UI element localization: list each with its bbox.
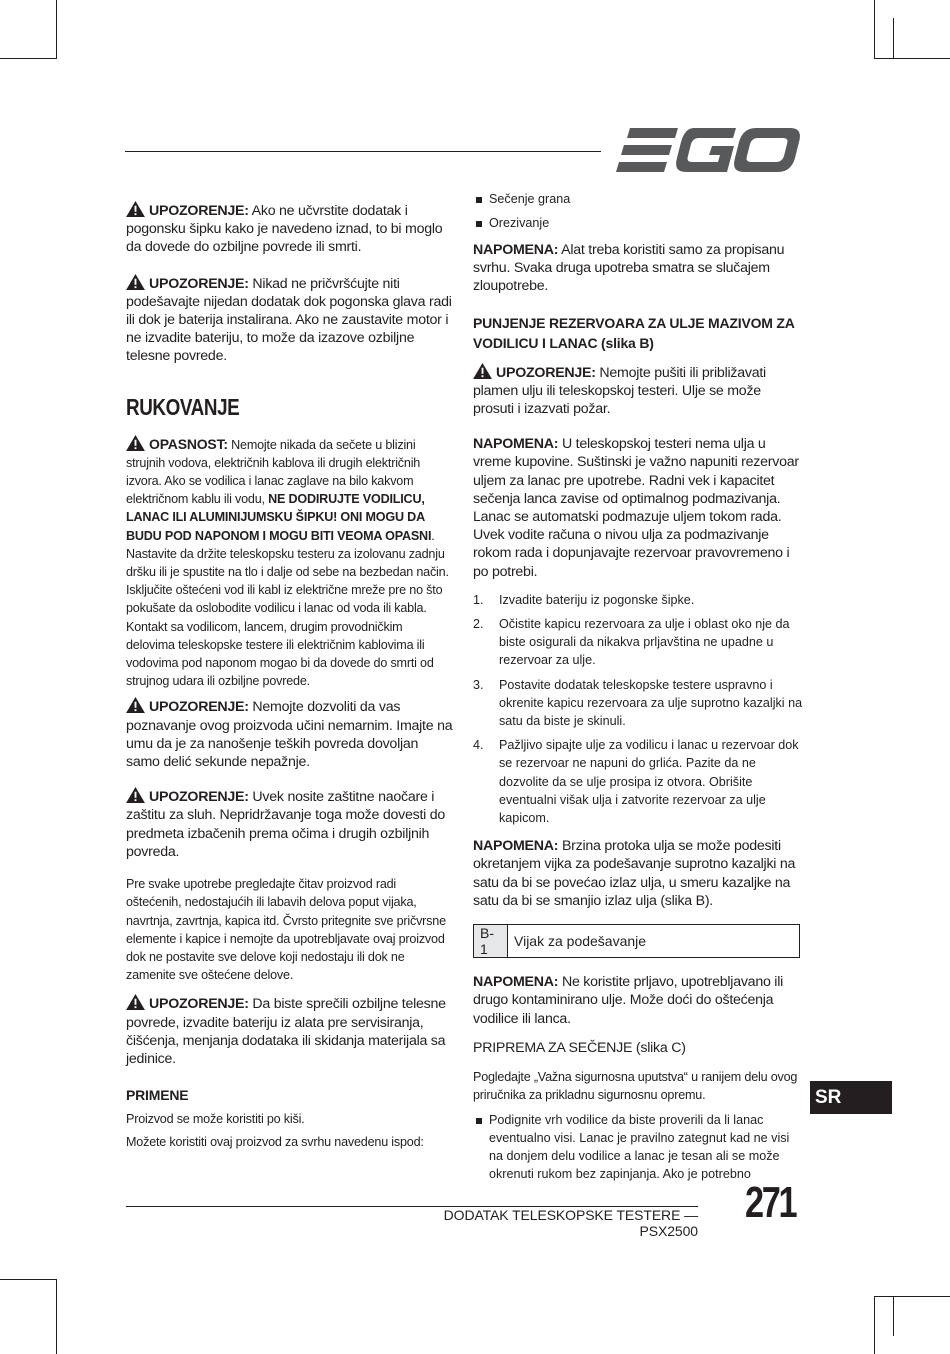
step-item [473,615,803,670]
warning-icon [126,697,145,713]
note-label: NAPOMENA: [473,838,559,855]
warning-text: Nemojte dozvoliti da vas poznavanje ovog proizvoda učini nemarnim. Imajte na umu da je za nanošenje teških povreda dovoljan samo delić sekunde nepažnje. [126,699,453,771]
step-number: 1. [473,592,484,607]
note-2 [473,435,803,581]
crop-mark [874,0,875,59]
warning-text: Uvek nosite zaštitne naočare i zaštitu za sluh. Nepridržavanje toga može dovesti do predmeta izbačenih prema očima i drugih ozbiljnih povreda. [126,789,446,860]
warning-4 [126,787,454,861]
primene-paragraph: Možete koristiti ovaj proizvod za svrhu navedenu ispod: [126,1135,424,1150]
crop-mark [56,1279,57,1354]
warning-1 [126,201,454,257]
danger-text: Nemojte nikada da sečete u blizini strujnih vodova, električnih kablova ili drugih električnih izvora. Ako se vodilica i lanac zaglave na bilo kakvom električnom kablu ili vodu, [126,437,421,507]
note-label: NAPOMENA: [473,974,559,991]
danger-text: . Nastavite da držite teleskopsku testeru za izolovanu zadnju dršku ili je spustite na tlo i dalje od sebe na bezbedan način. Isključite oštećeni vod ili kabl iz električne mreže pre no što pokušate da oslobodite vodilicu i lanac od voda ili kabla. Kontakt sa vodilicom, lancem, drugim provodničkim delovima teleskopske testere ili električnim kablovima ili vodovima pod naponom mogao bi da dovede do smrti od strujnog udara ili ozbiljne povrede. [126,528,449,689]
crop-mark [874,1296,875,1354]
note-4 [473,973,803,1028]
inspection-paragraph: Pre svake upotrebe pregledajte čitav proizvod radi oštećenih, nedostajućih ili labavih delova poput vijaka, navrtnja, zavrtnja, kapica itd. Čvrsto pritegnite sve pričvrsne elemente i kapice i nemojte da upotrebljavate ovaj proizvod dok ne postavite sve delove koji nedostaju ili dok ne zamenite sve oštećene delove. [126,877,446,983]
warning-label: UPOZORENJE: [149,275,249,292]
primene-heading: PRIMENE [126,1087,189,1104]
list-item: Orezivanje [473,214,803,232]
step-item [473,736,803,827]
step-item [473,676,803,731]
applications-list [473,190,803,232]
crop-mark [893,18,894,59]
prep-list [473,1111,803,1183]
language-tab: SR [810,1081,892,1114]
danger-label: OPASNOST: [149,435,228,452]
section-heading: RUKOVANJE [126,393,240,420]
warning-label: UPOZORENJE: [149,203,249,219]
warning-3 [126,697,454,771]
step-number: 2. [473,617,484,632]
page-number: 271 [745,1178,796,1227]
step-text: Pažljivo sipajte ulje za vodilicu i lanac u rezervoar dok se rezervoar ne napuni do grlića. Pazite da ne dozvolite da se ulje prosipa iz otvora. Obrišite eventualni višak ulja i zatvorite rezervoar za ulje kapicom. [499,738,799,826]
step-number: 4. [473,738,484,753]
step-text: Izvadite bateriju iz pogonske šipke. [499,592,695,607]
step-text: Postavite dodatak teleskopske testere uspravno i okrenite kapicu rezervoara za ulje suprotno kazaljki na satu da biste je skinuli. [499,677,803,729]
step-number: 3. [473,677,484,692]
list-item: Sečenje grana [473,190,803,208]
warning-text: Nikad ne pričvršćujte niti podešavajte nijedan dodatak dok pogonska glava radi ili dok je baterija instalirana. Ako ne zaustavite motor i ne izvadite bateriju, to može da izazove ozbiljne telesne povrede. [126,275,452,365]
table-cell-label: Vijak za podešavanje [508,925,800,958]
note-text: Alat treba koristiti samo za propisanu svrhu. Svaka druga upotreba smatra se slučajem zloupotrebe. [473,242,785,295]
warning-icon [473,363,492,379]
warning-icon [126,994,145,1010]
note-text: Ne koristite prljavo, upotrebljavano ili drugo kontaminirano ulje. Može doći do oštećenja vodilice ili lanca. [473,974,783,1027]
danger-emphasis: NE DODIRUJTE VODILICU, LANAC ILI ALUMINIJUMSKU ŠIPKU! ONI MOGU DA BUDU POD NAPONOM I MOGU BITI VEOMA OPASNI [126,492,432,543]
warning-label: UPOZORENJE: [496,364,596,381]
primene-paragraph: Proizvod se može koristiti po kiši. [126,1112,305,1127]
crop-mark [874,58,950,59]
left-column [126,198,454,1152]
step-text: Očistite kapicu rezervoara za ulje i oblast oko nje da biste osigurali da nikakva prljavština ne upadne u rezervoar za ulje. [499,617,790,668]
warning-label: UPOZORENJE: [149,789,249,806]
crop-mark [0,1279,57,1280]
step-item [473,591,803,609]
table-row [474,925,800,958]
reference-table [473,924,800,958]
ego-logo [616,128,800,172]
warning-6 [473,363,803,419]
warning-icon [126,274,145,290]
warning-label: UPOZORENJE: [149,699,249,716]
warning-text: Ako ne učvrstite dodatak i pogonsku šipku kako je navedeno iznad, to bi moglo da dovede do ozbiljne povrede ili smrti. [126,203,443,256]
warning-text: Nemojte pušiti ili približavati plamen ulju ili teleskopskoj testeri. Ulje se može prosuti i izazvati požar. [473,364,766,418]
warning-5 [126,994,454,1068]
danger-notice [126,435,454,691]
table-cell-code: B-1 [474,925,508,958]
note-text: Brzina protoka ulja se može podesiti okretanjem vijka za podešavanje suprotno kazaljki na satu da bi se povećao izlaz ulja, u smeru kazaljke na satu da bi se smanjio izlaz ulja (slika B). [473,838,796,909]
warning-icon [126,201,145,217]
warning-icon [126,435,145,451]
header-rule [125,151,601,152]
crop-mark [893,1296,894,1336]
note-3 [473,837,803,910]
prep-heading: PRIPREMA ZA SEČENJE (slika C) [473,1039,686,1056]
note-1 [473,241,803,296]
oil-heading: PUNJENJE REZERVOARA ZA ULJE MAZIVOM ZA VODILICU I LANAC (slika B) [473,314,795,351]
right-column [473,192,803,1183]
note-text: U teleskopskoj testeri nema ulja u vreme kupovine. Suštinski je važno napuniti rezervoar uljem za lanac pre upotrebe. Radni vek i kapacitet sečenja lanca zavise od optimalnog podmazivanja. Lanac se automatski podmazuje uljem tokom rada. Uvek vodite računa o nivou ulja za podmazivanje rokom rada i dopunjavajte rezervoar pravovremeno i po potrebi. [473,436,799,580]
oil-steps [473,591,803,827]
crop-mark [0,58,57,59]
note-label: NAPOMENA: [473,436,559,453]
footer-title: DODATAK TELESKOPSKE TESTERE — PSX2500 [443,1207,698,1239]
warning-2 [126,274,454,366]
warning-icon [126,787,145,803]
crop-mark [56,0,57,59]
prep-paragraph: Pogledajte „Važna sigurnosna uputstva“ u ranijem delu ovog priručnika za prikladnu sigurnosnu opremu. [473,1069,798,1103]
warning-label: UPOZORENJE: [149,996,249,1013]
note-label: NAPOMENA: [473,242,559,258]
list-item: Podignite vrh vodilice da biste proverili da li lanac eventualno visi. Lanac je pravilno zategnut kad ne visi na donjem delu vodilice a lanac je tesan ali se može okrenuti rukom bez zapinjanja. Ako je potrebno [473,1111,803,1183]
crop-mark [874,1296,950,1297]
warning-text: Da biste sprečili ozbiljne telesne povrede, izvadite bateriju iz alata pre servisiranja, čišćenja, menjanja dodataka ili skidanja materijala sa jedinice. [126,996,446,1067]
